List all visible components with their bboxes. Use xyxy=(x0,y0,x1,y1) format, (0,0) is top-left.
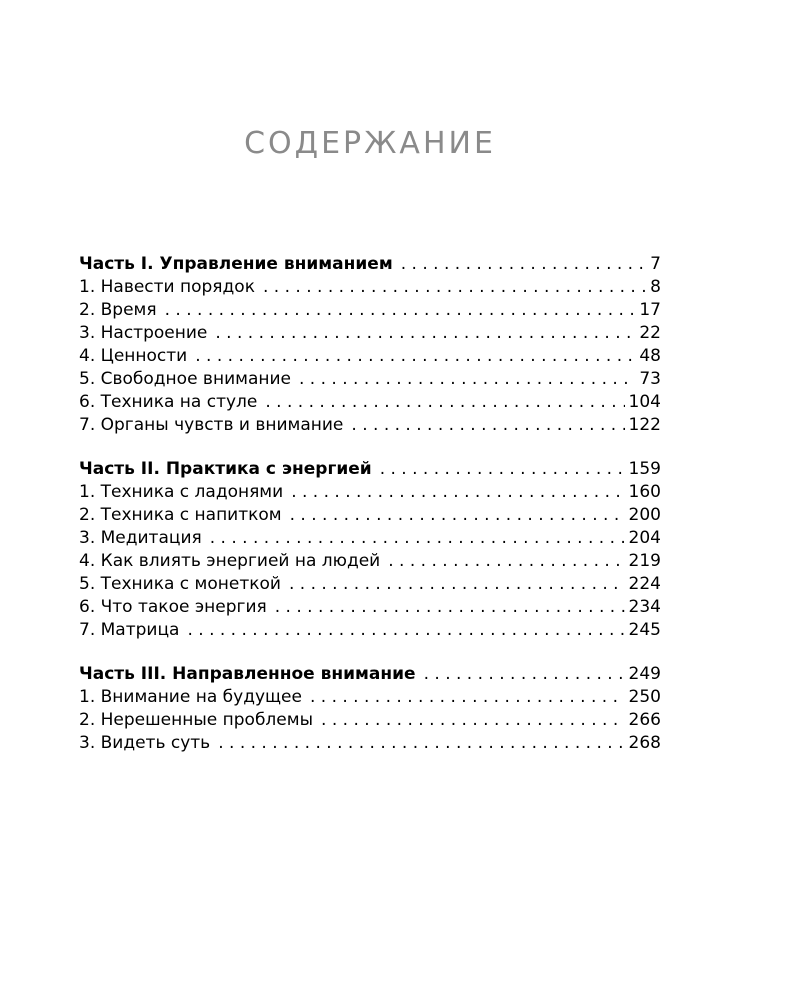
toc-entry[interactable] xyxy=(79,299,661,322)
toc-entry[interactable] xyxy=(79,573,661,596)
toc-page-number: 219 xyxy=(628,551,661,571)
toc-page-number: 48 xyxy=(639,346,661,366)
toc-section-part-2 xyxy=(79,458,661,642)
toc-page-number: 266 xyxy=(628,710,661,730)
toc-entry[interactable] xyxy=(79,322,661,345)
dot-leader xyxy=(275,596,625,619)
toc-section-part-3 xyxy=(79,663,661,755)
toc-entry[interactable] xyxy=(79,368,661,391)
dot-leader xyxy=(210,527,625,550)
dot-leader xyxy=(380,458,625,481)
toc-entry-label: 2. Время xyxy=(79,300,157,320)
dot-leader xyxy=(424,663,625,686)
toc-entry-label: 1. Техника с ладонями xyxy=(79,482,284,502)
dot-leader xyxy=(290,504,625,527)
dot-leader xyxy=(310,686,625,709)
toc-entry-label: 7. Органы чувств и внимание xyxy=(79,415,344,435)
toc-heading-label: Часть I. Управление вниманием xyxy=(79,254,393,274)
toc-entry[interactable] xyxy=(79,481,661,504)
toc-page-number: 73 xyxy=(639,369,661,389)
toc-page-number: 204 xyxy=(628,528,661,548)
dot-leader xyxy=(265,391,624,414)
toc-heading[interactable] xyxy=(79,458,661,481)
toc-page-number: 104 xyxy=(628,392,661,412)
toc-heading[interactable] xyxy=(79,253,661,276)
toc-entry[interactable] xyxy=(79,345,661,368)
toc-entry-label: 6. Техника на стуле xyxy=(79,392,258,412)
toc-entry[interactable] xyxy=(79,619,661,642)
dot-leader xyxy=(195,345,635,368)
toc-page-number: 234 xyxy=(628,597,661,617)
dot-leader xyxy=(187,619,624,642)
dot-leader xyxy=(165,299,636,322)
toc-page-number: 245 xyxy=(628,620,661,640)
dot-leader xyxy=(299,368,635,391)
toc-entry[interactable] xyxy=(79,504,661,527)
toc-entry-label: 6. Что такое энергия xyxy=(79,597,267,617)
page-title: СОДЕРЖАНИЕ xyxy=(244,126,496,161)
toc-page-number: 159 xyxy=(628,459,661,479)
toc-entry-label: 1. Навести порядок xyxy=(79,277,255,297)
toc-page-number: 160 xyxy=(628,482,661,502)
toc-heading[interactable] xyxy=(79,663,661,686)
toc-entry[interactable] xyxy=(79,686,661,709)
toc-page-number: 268 xyxy=(628,733,661,753)
dot-leader xyxy=(388,550,624,573)
toc-entry-label: 5. Свободное внимание xyxy=(79,369,291,389)
dot-leader xyxy=(263,276,646,299)
table-of-contents xyxy=(79,253,661,776)
toc-heading-label: Часть II. Практика с энергией xyxy=(79,459,372,479)
toc-page-number: 224 xyxy=(628,574,661,594)
toc-entry-label: 2. Техника с напитком xyxy=(79,505,282,525)
toc-page-number: 17 xyxy=(639,300,661,320)
toc-entry[interactable] xyxy=(79,550,661,573)
toc-entry-label: 2. Нерешенные проблемы xyxy=(79,710,314,730)
toc-heading-label: Часть III. Направленное внимание xyxy=(79,664,416,684)
toc-page-number: 8 xyxy=(650,277,661,297)
toc-entry[interactable] xyxy=(79,596,661,619)
toc-section-part-1 xyxy=(79,253,661,437)
toc-entry[interactable] xyxy=(79,709,661,732)
toc-page-number: 122 xyxy=(628,415,661,435)
toc-entry[interactable] xyxy=(79,391,661,414)
toc-entry[interactable] xyxy=(79,276,661,299)
toc-entry[interactable] xyxy=(79,732,661,755)
dot-leader xyxy=(289,573,625,596)
toc-entry-label: 4. Как влиять энергией на людей xyxy=(79,551,381,571)
toc-entry-label: 5. Техника с монеткой xyxy=(79,574,281,594)
dot-leader xyxy=(218,732,624,755)
toc-entry-label: 3. Настроение xyxy=(79,323,208,343)
toc-entry-label: 3. Видеть суть xyxy=(79,733,211,753)
toc-page-number: 200 xyxy=(628,505,661,525)
dot-leader xyxy=(321,709,625,732)
toc-page-number: 22 xyxy=(639,323,661,343)
toc-page-number: 250 xyxy=(628,687,661,707)
dot-leader xyxy=(215,322,635,345)
toc-entry-label: 7. Матрица xyxy=(79,620,180,640)
toc-entry[interactable] xyxy=(79,527,661,550)
toc-page-number: 7 xyxy=(650,254,661,274)
toc-entry-label: 3. Медитация xyxy=(79,528,202,548)
toc-entry-label: 4. Ценности xyxy=(79,346,188,366)
dot-leader xyxy=(401,253,646,276)
toc-entry[interactable] xyxy=(79,414,661,437)
dot-leader xyxy=(351,414,624,437)
toc-page-number: 249 xyxy=(628,664,661,684)
toc-entry-label: 1. Внимание на будущее xyxy=(79,687,302,707)
dot-leader xyxy=(291,481,624,504)
